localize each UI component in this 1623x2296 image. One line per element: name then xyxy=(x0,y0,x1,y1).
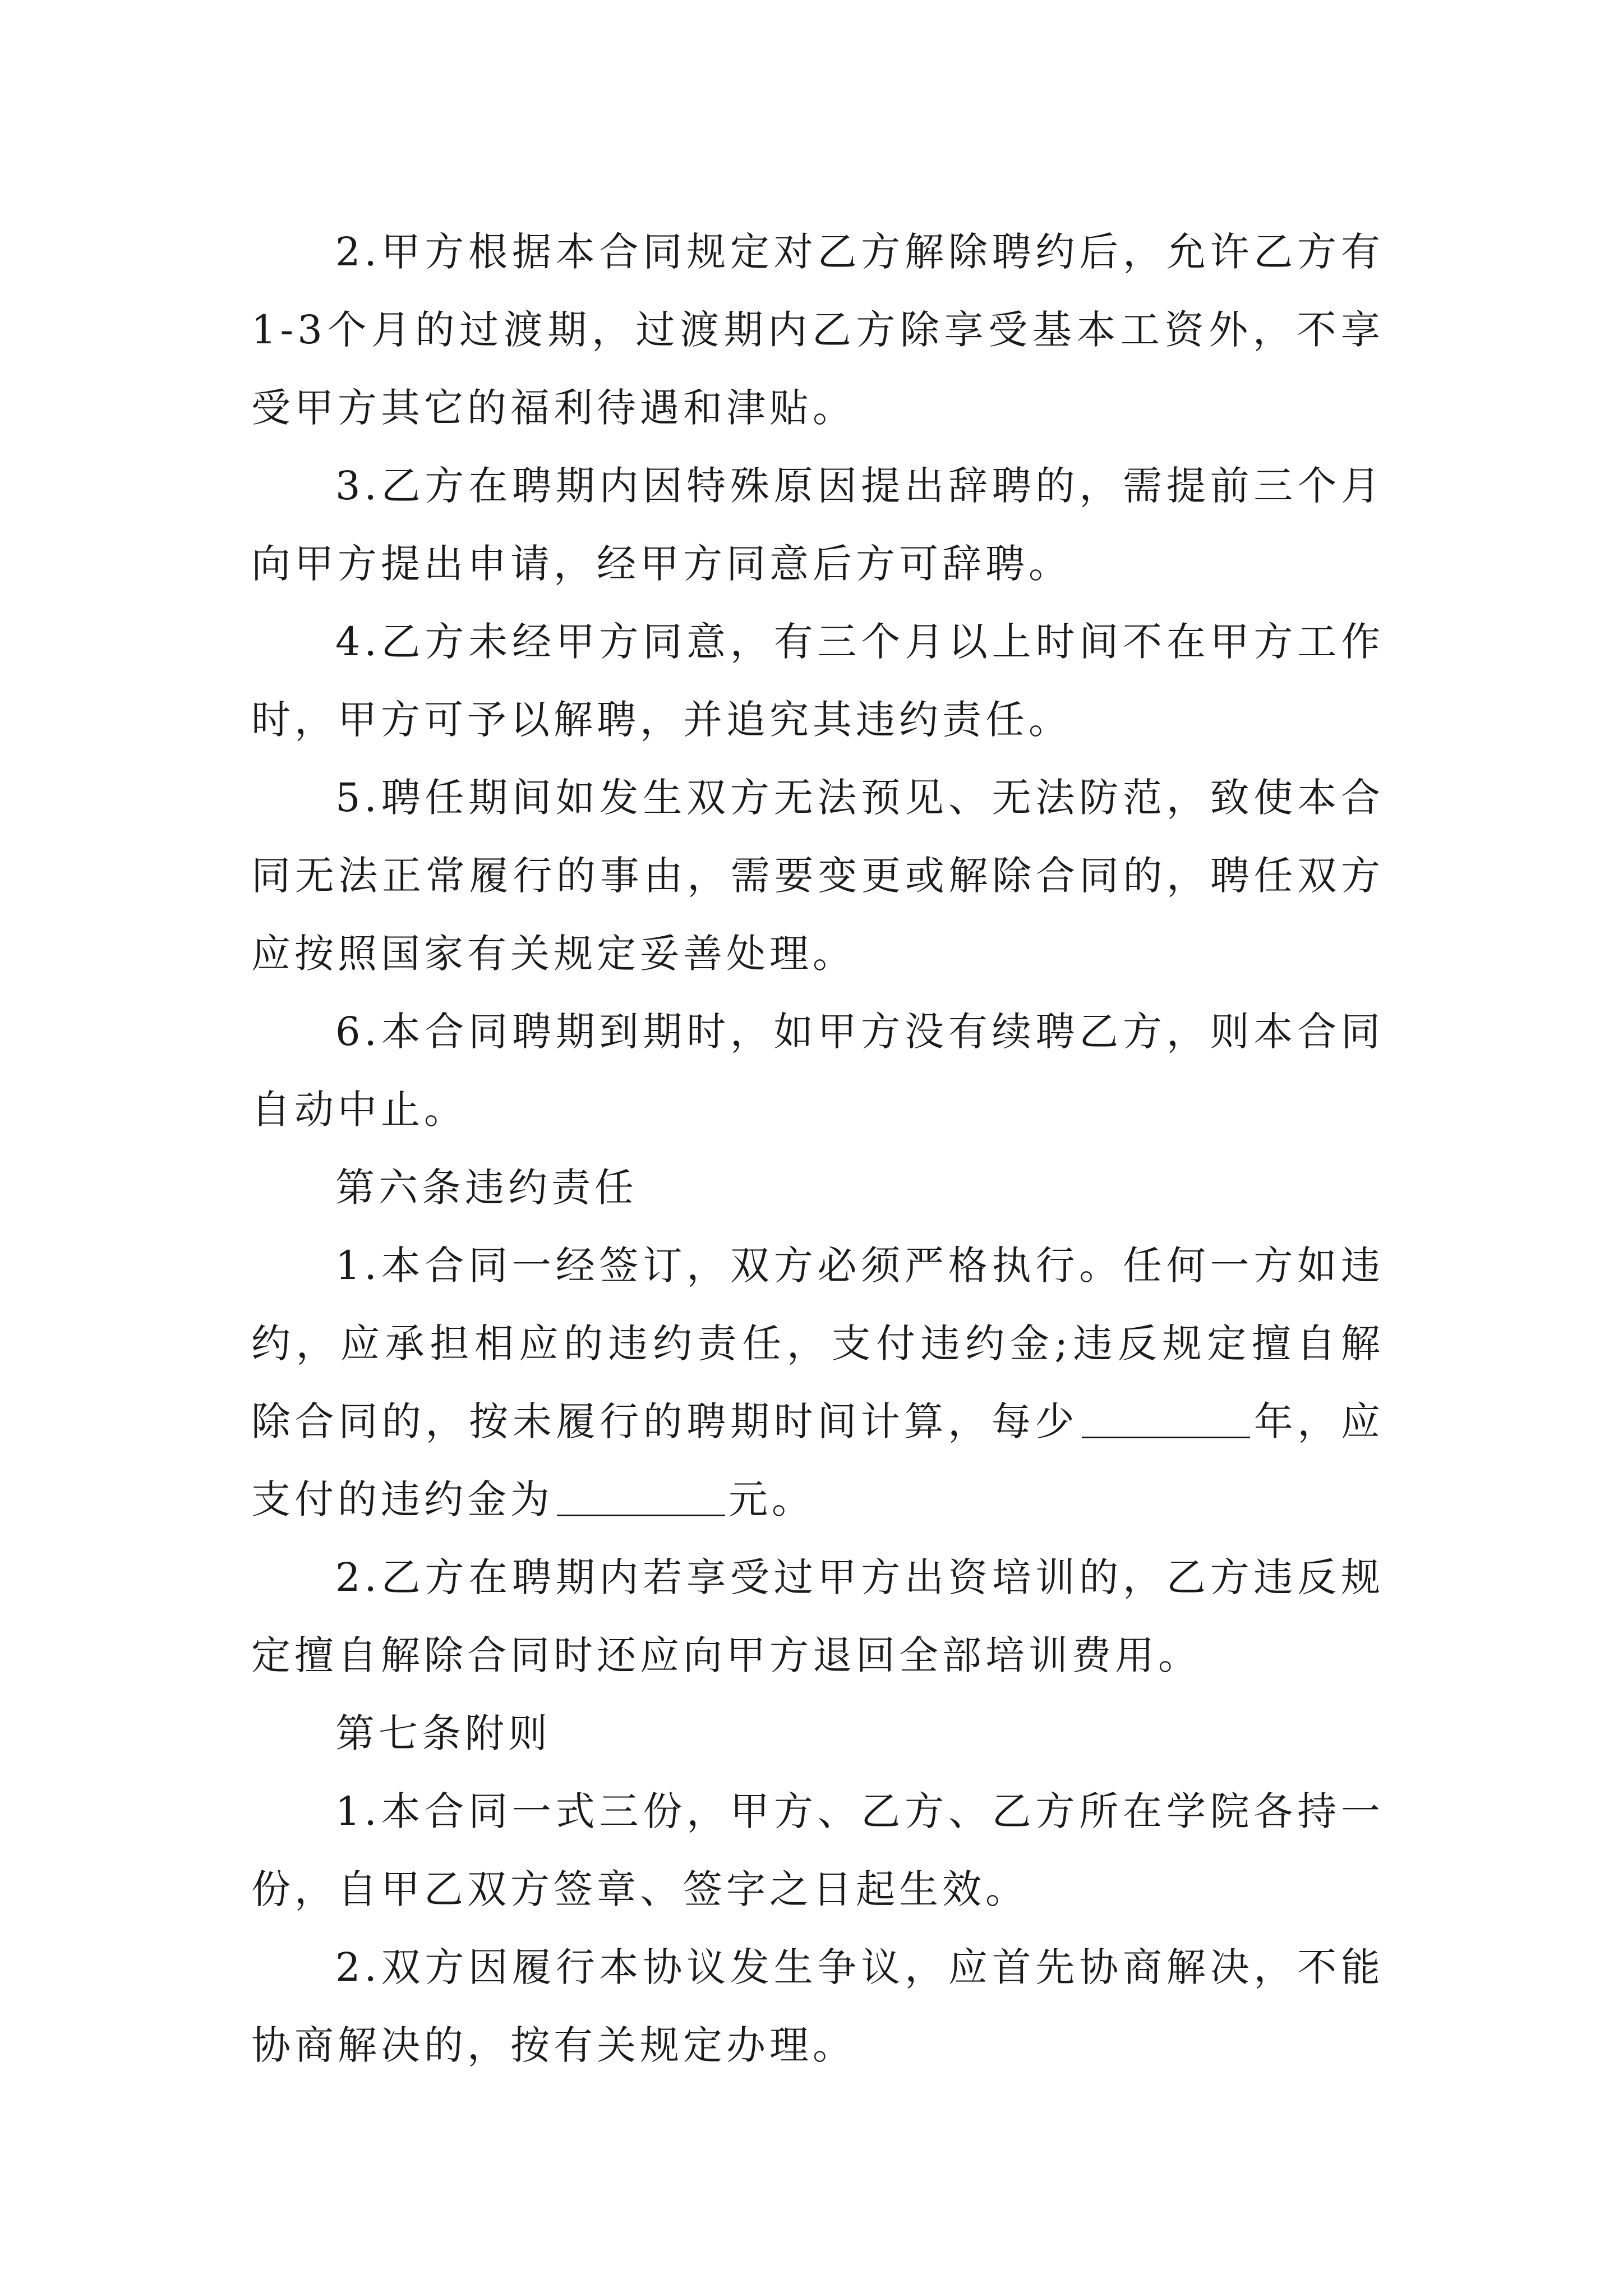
article-6-item-1-text-c: 元。 xyxy=(728,1476,815,1522)
article-7-heading: 第七条附则 xyxy=(335,1710,551,1756)
clause-paragraph: 6.本合同聘期到期时，如甲方没有续聘乙方，则本合同自动中止。 xyxy=(251,1009,1384,1133)
years-blank-field[interactable] xyxy=(1082,1395,1250,1438)
article-6-heading: 第六条违约责任 xyxy=(335,1165,638,1211)
clause-paragraph: 2.甲方根据本合同规定对乙方解除聘约后，允许乙方有1-3个月的过渡期，过渡期内乙方除享受基本工资外，不享受甲方其它的福利待遇和津贴。 xyxy=(251,229,1384,431)
document-body xyxy=(251,213,1384,2085)
article-6-item-2: 2.乙方在聘期内若享受过甲方出资培训的，乙方违反规定擅自解除合同时还应向甲方退回全部培训费用。 xyxy=(251,1554,1384,1678)
clause-paragraph: 4.乙方未经甲方同意，有三个月以上时间不在甲方工作时，甲方可予以解聘，并追究其违约责任。 xyxy=(251,619,1384,743)
article-7-item-2: 2.双方因履行本协议发生争议，应首先协商解决，不能协商解决的，按有关规定办理。 xyxy=(251,1944,1384,2068)
article-6-item-1-text-a: 1.本合同一经签订，双方必须严格执行。任何一方如违约，应承担相应的违约责任，支付违约金;违反规定擅自解除合同的，按未履行的聘期时间计算，每少 xyxy=(251,1243,1384,1444)
article-7-item-1: 1.本合同一式三份，甲方、乙方、乙方所在学院各持一份，自甲乙双方签章、签字之日起生效。 xyxy=(251,1788,1384,1912)
article-6-item-1-text-b: 年，应支付的违约金为 xyxy=(251,1398,1385,1522)
clause-paragraph: 3.乙方在聘期内因特殊原因提出辞聘的，需提前三个月向甲方提出申请，经甲方同意后方可辞聘。 xyxy=(251,463,1384,587)
clause-paragraph: 5.聘任期间如发生双方无法预见、无法防范，致使本合同无法正常履行的事由，需要变更或解除合同的，聘任双方应按照国家有关规定妥善处理。 xyxy=(251,775,1384,977)
penalty-amount-blank-field[interactable] xyxy=(557,1473,725,1516)
article-6-item-1 xyxy=(251,1227,1384,1539)
